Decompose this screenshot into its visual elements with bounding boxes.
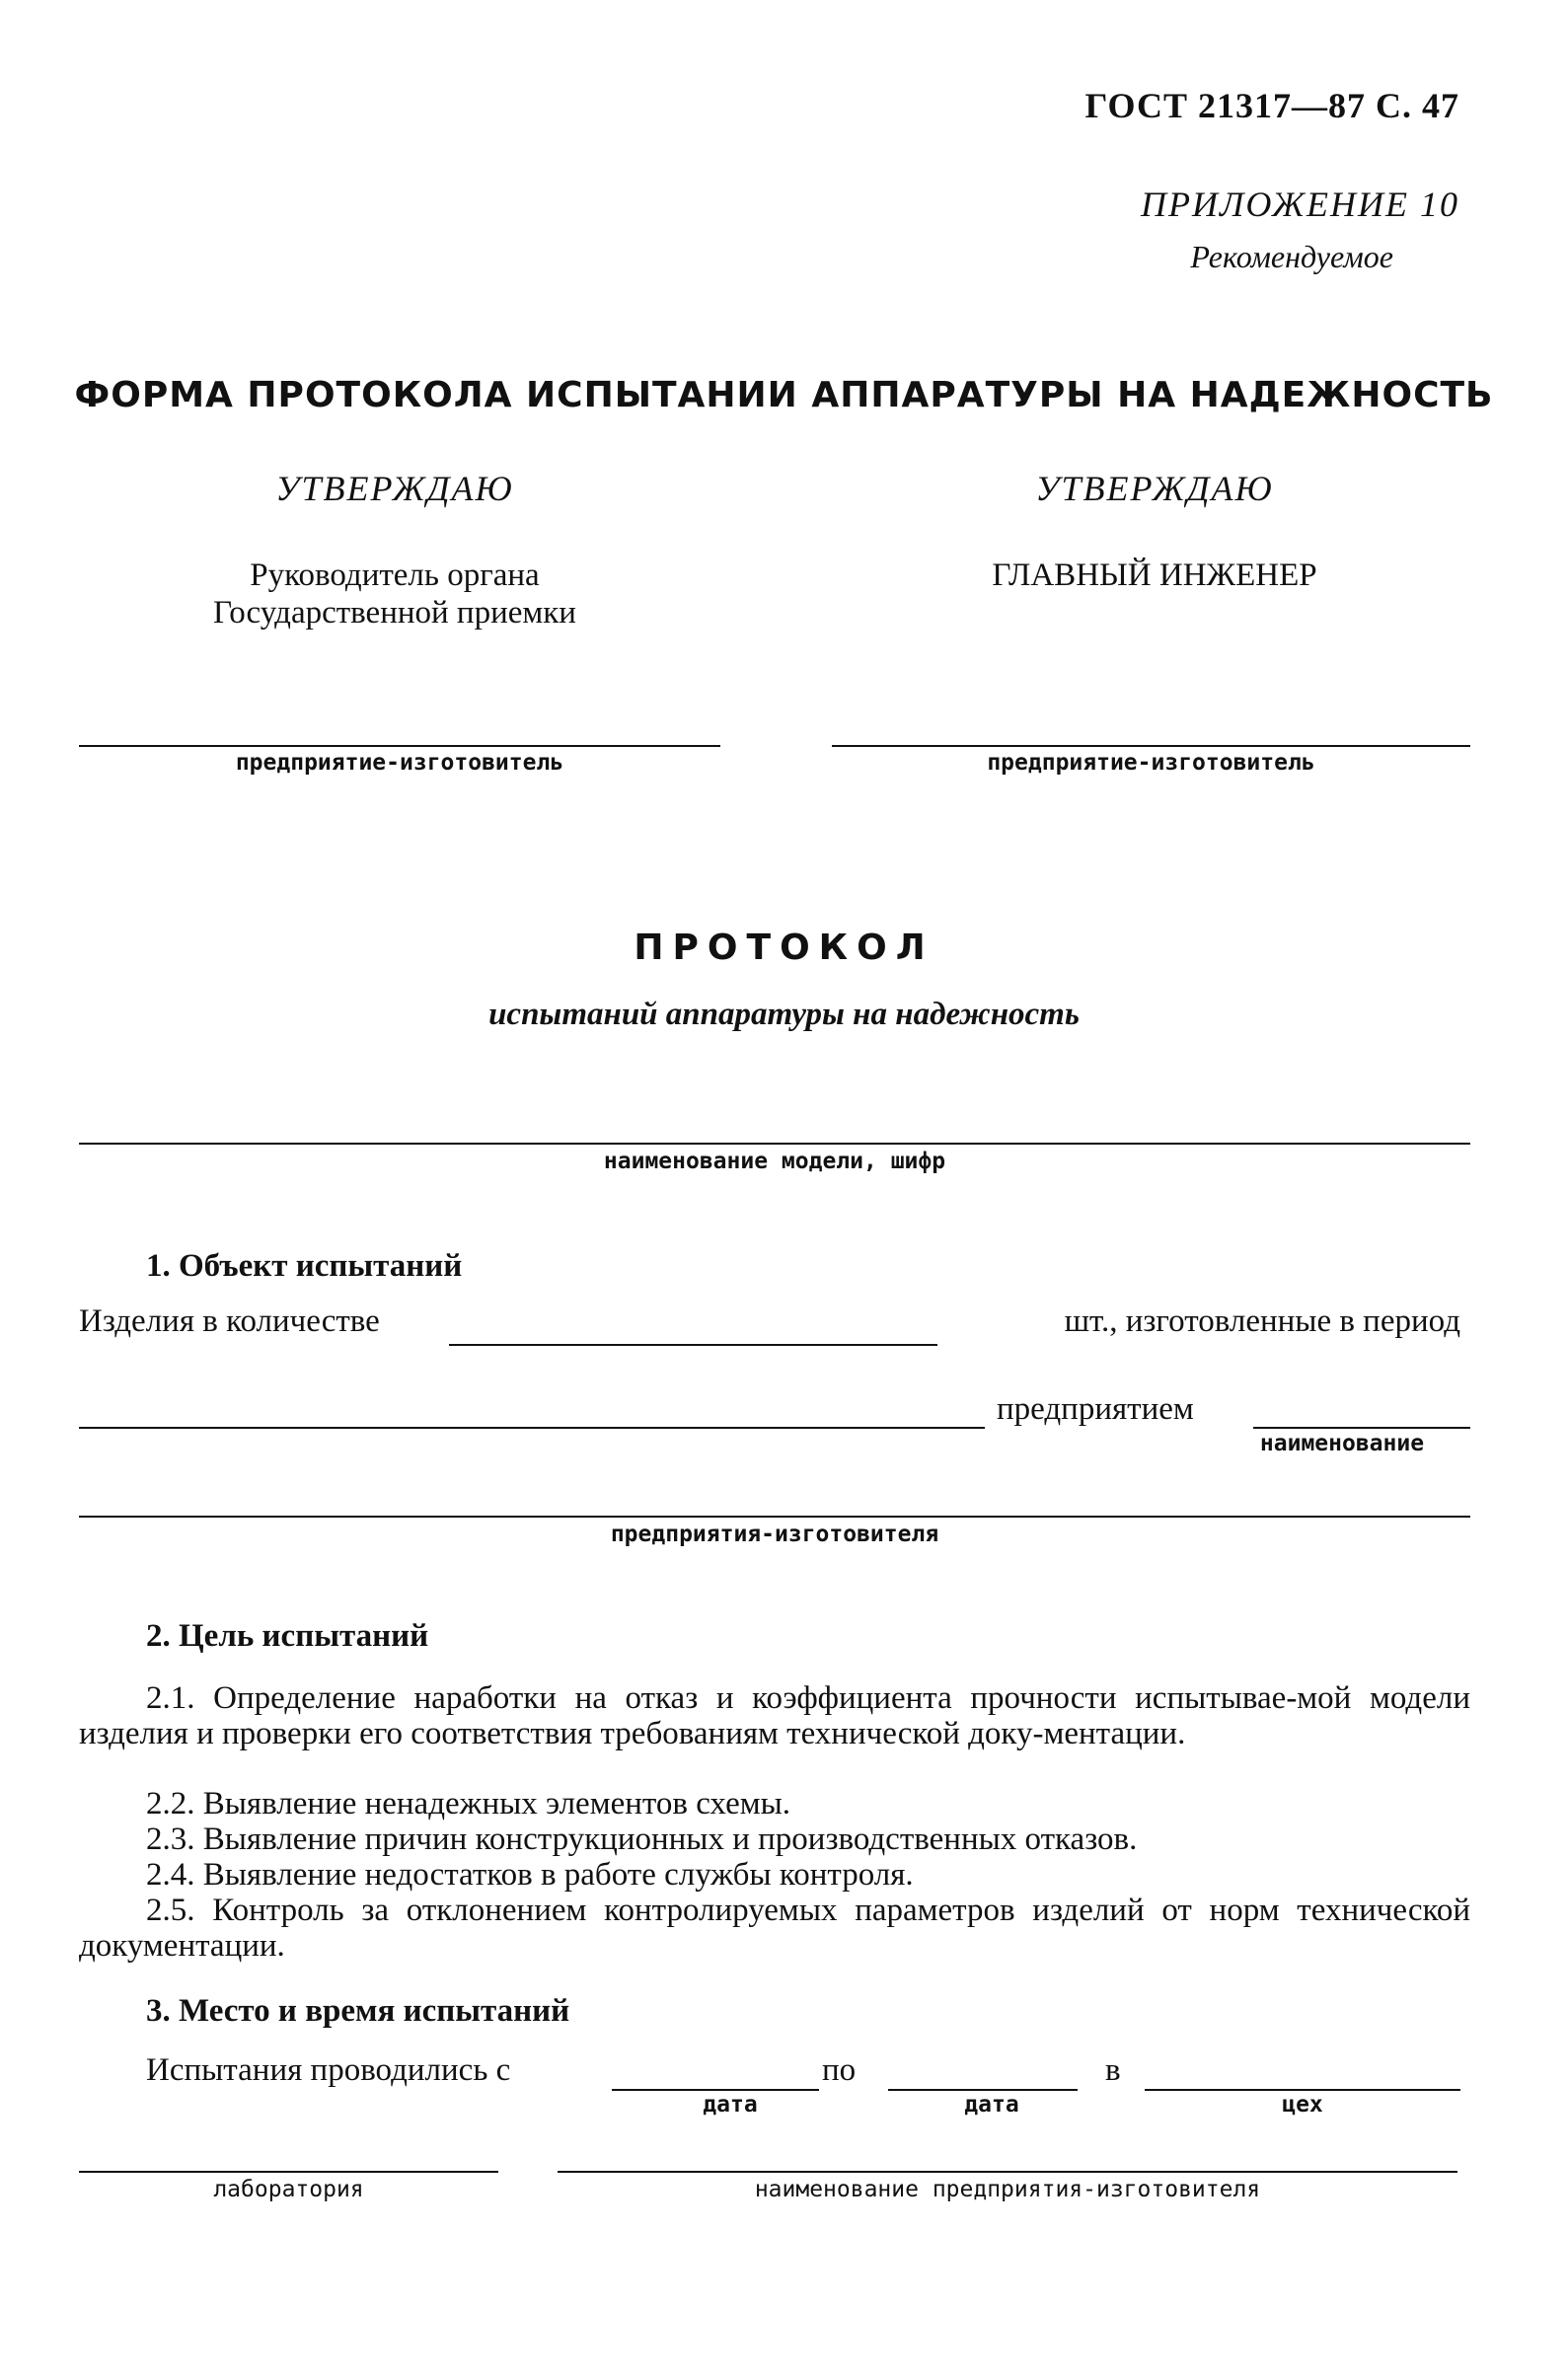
recommended-label: Рекомендуемое	[1190, 239, 1393, 274]
workshop-caption: цех	[1282, 2092, 1323, 2118]
lab-caption: лаборатория	[213, 2177, 364, 2202]
items-count-label: Изделия в количестве	[79, 1303, 380, 1339]
enterprise-label: предприятием	[997, 1391, 1194, 1427]
approval-left-caption: предприятие-изготовитель	[235, 750, 564, 776]
manufacturer-caption: предприятия-изготовителя	[610, 1522, 939, 1547]
section2-heading: 2. Цель испытаний	[146, 1618, 429, 1654]
document-code: ГОСТ 21317—87 С. 47	[1084, 86, 1459, 125]
approval-left-line2: Государственной приемки	[213, 595, 576, 631]
goal-2-5: 2.5. Контроль за отклонением контролируемых параметров изделий от норм технической документации.	[79, 1893, 1470, 1964]
approval-right-line1: ГЛАВНЫЙ ИНЖЕНЕР	[992, 558, 1317, 593]
form-title: ФОРМА ПРОТОКОЛА ИСПЫТАНИИ АППАРАТУРЫ НА НАДЕЖНОСТЬ	[74, 375, 1494, 415]
period-field[interactable]	[79, 1427, 985, 1429]
section1-heading: 1. Объект испытаний	[146, 1248, 463, 1284]
goal-2-1: 2.1. Определение наработки на отказ и коэффициента прочности испытывае-мой модели изделия и проверки его соответствия требованиям технической доку-ментации.	[79, 1680, 1470, 1751]
workshop-field[interactable]	[1145, 2089, 1460, 2091]
protocol-subtitle: испытаний аппаратуры на надежность	[488, 997, 1080, 1032]
enterprise-name-field[interactable]	[1253, 1427, 1470, 1429]
approval-right-approve: УТВЕРЖДАЮ	[1035, 469, 1274, 508]
start-date-field[interactable]	[612, 2089, 819, 2091]
lab-field[interactable]	[79, 2171, 498, 2173]
approval-right-signature-line	[832, 745, 1470, 747]
items-count-field[interactable]	[449, 1344, 937, 1346]
approval-left-line1: Руководитель органа	[250, 558, 540, 593]
units-label: шт., изготовленные в период	[1064, 1303, 1460, 1339]
goal-2-2: 2.2. Выявление ненадежных элементов схемы.	[146, 1786, 791, 1821]
enterprise-caption: наименование предприятия-изготовителя	[754, 2177, 1261, 2202]
manufacturer-field[interactable]	[79, 1516, 1470, 1518]
end-date-field[interactable]	[888, 2089, 1078, 2091]
appendix-label: ПРИЛОЖЕНИЕ 10	[1141, 185, 1459, 224]
name-caption: наименование	[1259, 1431, 1425, 1456]
approval-left-approve: УТВЕРЖДАЮ	[275, 469, 514, 508]
model-name-line	[79, 1143, 1470, 1145]
goal-2-4: 2.4. Выявление недостатков в работе службы контроля.	[146, 1857, 914, 1893]
date-caption-1: дата	[703, 2092, 758, 2118]
goal-2-3: 2.3. Выявление причин конструкционных и производственных отказов.	[146, 1821, 1138, 1857]
protocol-title: ПРОТОКОЛ	[634, 928, 934, 968]
conducted-label: Испытания проводились с	[146, 2052, 511, 2088]
to-label: по	[822, 2052, 857, 2088]
approval-left-signature-line	[79, 745, 720, 747]
model-caption: наименование модели, шифр	[603, 1149, 946, 1174]
in-label: в	[1105, 2052, 1121, 2088]
approval-right-caption: предприятие-изготовитель	[987, 750, 1315, 776]
section3-heading: 3. Место и время испытаний	[146, 1993, 570, 2029]
date-caption-2: дата	[964, 2092, 1019, 2118]
enterprise-field[interactable]	[558, 2171, 1457, 2173]
